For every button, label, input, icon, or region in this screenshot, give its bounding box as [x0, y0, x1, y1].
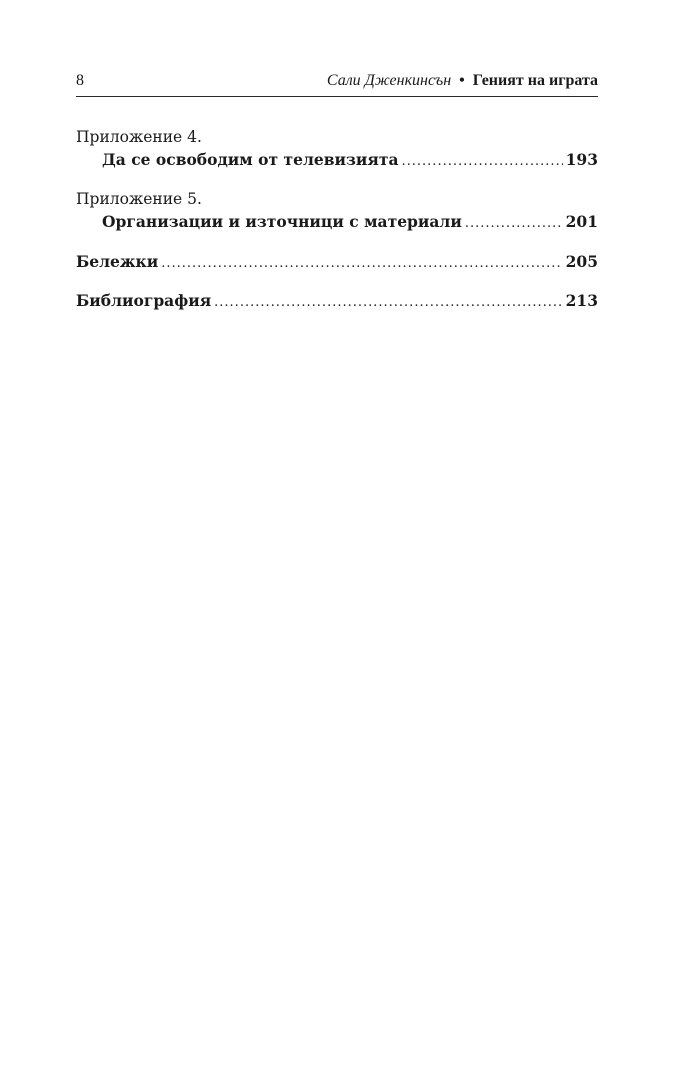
- toc-entry-title: Бележки: [76, 252, 159, 271]
- dot-leader: [402, 150, 563, 174]
- toc-entry-title: Библиография: [76, 291, 212, 310]
- toc-entry-page: 205: [565, 252, 598, 271]
- dot-leader: [161, 252, 562, 276]
- bullet-separator: •: [459, 72, 465, 89]
- page-number: 8: [76, 72, 84, 89]
- toc-entry-appendix-4: [76, 126, 598, 172]
- dot-leader: [214, 291, 562, 315]
- dot-leader: [465, 212, 563, 236]
- author-name: Сали Дженкинсън: [326, 72, 452, 89]
- toc-entry-notes: [76, 250, 598, 274]
- toc-entry-page: 213: [565, 291, 598, 310]
- toc-entry-line: [76, 148, 598, 172]
- toc-entry-appendix-5: [76, 188, 598, 234]
- book-title: Геният на играта: [472, 72, 598, 89]
- table-of-contents: [76, 126, 598, 328]
- toc-entry-bibliography: [76, 289, 598, 313]
- toc-entry-title: Организации и източници с материали: [102, 212, 462, 231]
- toc-entry-prefix: Приложение 5.: [76, 190, 202, 208]
- toc-entry-line: [76, 250, 598, 274]
- toc-entry-page: 193: [565, 150, 598, 169]
- running-head-text: [327, 72, 598, 90]
- toc-entry-line: [76, 289, 598, 313]
- toc-entry-line: [76, 210, 598, 234]
- toc-entry-page: 201: [565, 212, 598, 231]
- toc-entry-prefix: Приложение 4.: [76, 128, 202, 146]
- toc-entry-title: Да се освободим от телевизията: [102, 150, 399, 169]
- running-header: [76, 70, 598, 97]
